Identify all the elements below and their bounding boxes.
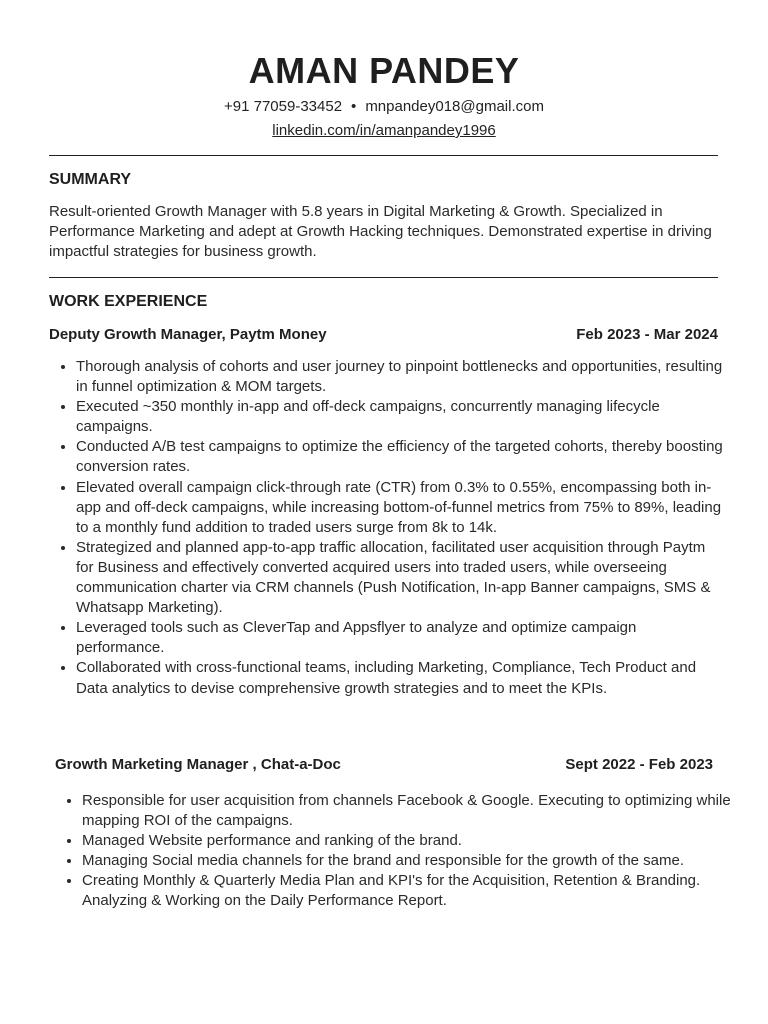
summary-heading: SUMMARY xyxy=(49,171,132,188)
job-bullet-list xyxy=(56,791,732,912)
list-item: • Creating Monthly & Quarterly Media Plan and KPI's for the Acquisition, Retention & Branding. Analyzing & Working on the Daily Performance Report. xyxy=(82,871,732,911)
work-experience-heading: WORK EXPERIENCE xyxy=(49,293,208,310)
list-item: • Thorough analysis of cohorts and user journey to pinpoint bottlenecks and opportunities, resulting in funnel optimization & MOM targets. xyxy=(76,357,726,397)
list-item: • Strategized and planned app-to-app traffic allocation, facilitated user acquisition through Paytm for Business and effectively converted acquired users into traded users, while overseeing communication charter via CRM channels (Push Notification, In-app Banner campaigns, SMS & Whatsapp Marketing). xyxy=(76,538,726,618)
divider xyxy=(49,155,718,156)
contact-line xyxy=(0,98,768,115)
job-bullet-list xyxy=(50,357,726,699)
list-item: • Executed ~350 monthly in-app and off-deck campaigns, concurrently managing lifecycle campaigns. xyxy=(76,397,726,437)
job-dates: Feb 2023 - Mar 2024 xyxy=(576,326,718,343)
separator-dot: • xyxy=(351,98,357,115)
list-item: • Conducted A/B test campaigns to optimize the efficiency of the targeted cohorts, thereby boosting conversion rates. xyxy=(76,437,726,477)
list-item: • Managing Social media channels for the brand and responsible for the growth of the same. xyxy=(82,851,732,871)
linkedin-link[interactable]: linkedin.com/in/amanpandey1996 xyxy=(272,122,496,139)
linkedin-line xyxy=(0,122,768,139)
job-title: Deputy Growth Manager, Paytm Money xyxy=(49,326,327,343)
list-item: • Responsible for user acquisition from channels Facebook & Google. Executing to optimizing while mapping ROI of the campaigns. xyxy=(82,791,732,831)
list-item: • Managed Website performance and ranking of the brand. xyxy=(82,831,732,851)
list-item: • Elevated overall campaign click-through rate (CTR) from 0.3% to 0.55%, encompassing both in-app and off-deck campaigns, while increasing bottom-of-funnel metrics from 75% to 89%, leading to a monthly fund addition to traded users surge from 8k to 14k. xyxy=(76,478,726,538)
summary-text: Result-oriented Growth Manager with 5.8 years in Digital Marketing & Growth. Specialized in Performance Marketing and adept at Growth Hacking techniques. Demonstrated expertise in driving impactful strategies for business growth. xyxy=(49,203,712,260)
job-dates: Sept 2022 - Feb 2023 xyxy=(565,756,713,773)
job-title: Growth Marketing Manager , Chat-a-Doc xyxy=(55,756,341,773)
list-item: • Leveraged tools such as CleverTap and Appsflyer to analyze and optimize campaign performance. xyxy=(76,618,726,658)
list-item: • Collaborated with cross-functional teams, including Marketing, Compliance, Tech Product and Data analytics to devise comprehensive growth strategies and to meet the KPIs. xyxy=(76,658,726,698)
candidate-name: AMAN PANDEY xyxy=(248,50,520,91)
phone-number: +91 77059-33452 xyxy=(224,98,343,115)
email-address: mnpandey018@gmail.com xyxy=(365,98,544,115)
divider xyxy=(49,277,718,278)
